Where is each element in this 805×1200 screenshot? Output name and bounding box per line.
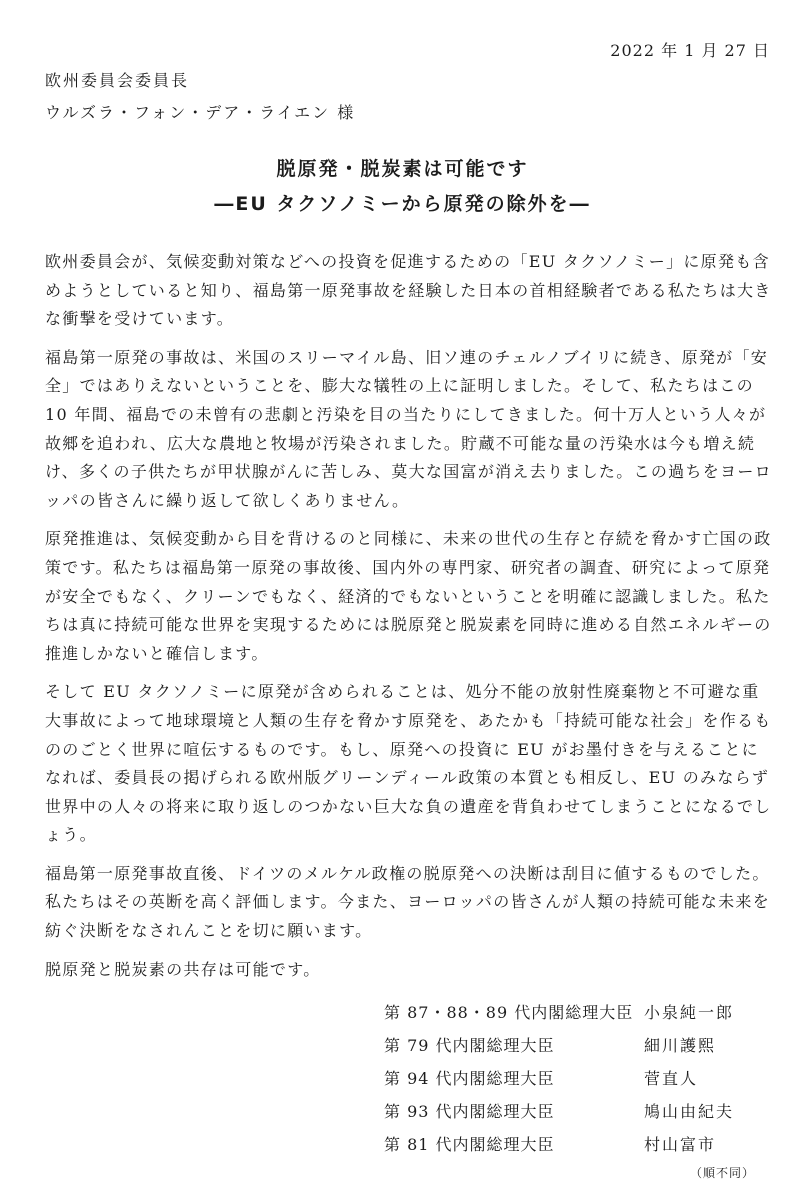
body-paragraph-1: 欧州委員会が、気候変動対策などへの投資を促進するための「EU タクソノミー」に原発も含めようとしていると知り、福島第一原発事故を経験した日本の首相経験者である私たちは大きな衝撃を受けています。: [45, 252, 772, 329]
signatory-name: 村山富市: [644, 1135, 717, 1154]
signatory-name: 小泉純一郎: [644, 1003, 735, 1022]
letter-body: [45, 248, 775, 994]
letter-title-block: [0, 152, 805, 222]
signatory-row: [384, 996, 734, 1029]
addressee-title: 欧州委員会委員長: [45, 71, 190, 90]
signatory-list: [384, 996, 734, 1161]
letter-subtitle: ―EU タクソノミーから原発の除外を―: [214, 193, 591, 215]
signatory-name: 細川護熙: [644, 1036, 717, 1055]
addressee-name: ウルズラ・フォン・デア・ライエン 様: [45, 103, 356, 122]
signatory-role: 第 79 代内閣総理大臣: [384, 1036, 555, 1055]
signatory-role: 第 94 代内閣総理大臣: [384, 1069, 555, 1088]
body-paragraph-4: そして EU タクソノミーに原発が含められることは、処分不能の放射性廃棄物と不可避な重大事故によって地球環境と人類の生存を脅かす原発を、あたかも「持続可能な社会」を作るもののごとく世界に喧伝するものです。もし、原発への投資に EU がお墨付きを与えることになれば、委員長の掲げられる欧州版グリーンディール政策の本質とも相反し、EU のみならず世界中の人々の将来に取り返しのつかない巨大な負の遺産を背負わせてしまうことになるでしょう。: [45, 682, 772, 845]
letter-date: 2022 年 1 月 27 日: [610, 41, 770, 60]
signatory-name: 鳩山由紀夫: [644, 1102, 735, 1121]
signatory-row: [384, 1029, 734, 1062]
body-paragraph-5: 福島第一原発事故直後、ドイツのメルケル政権の脱原発への決断は刮目に値するものでした。私たちはその英断を高く評価します。今また、ヨーロッパの皆さんが人類の持続可能な未来を紡ぐ決断をなされんことを切に願います。: [45, 863, 771, 941]
signatory-name: 菅直人: [644, 1069, 699, 1088]
body-paragraph-3: 原発推進は、気候変動から目を背けるのと同様に、未来の世代の生存と存続を脅かす亡国の政策です。私たちは福島第一原発の事故後、国内外の専門家、研究者の調査、研究によって原発が安全でもなく、クリーンでもなく、経済的でもないということを明確に認識しました。私たちは真に持続可能な世界を実現するためには脱原発と脱炭素を同時に進める自然エネルギーの推進しかないと確信します。: [45, 529, 772, 663]
body-paragraph-2: 福島第一原発の事故は、米国のスリーマイル島、旧ソ連のチェルノブイリに続き、原発が「安全」ではありえないということを、膨大な犠牲の上に証明しました。そして、私たちはこの 10 年間、福島での未曾有の悲劇と汚染を目の当たりにしてきました。何十万人という人々が故郷を追われ、広大な農地と牧場が汚染されました。貯蔵不可能な量の汚染水は今も増え続け、多くの子供たちが甲状腺がんに苦しみ、莫大な国富が消え去りました。この過ちをヨーロッパの皆さんに繰り返して欲しくありません。: [45, 347, 772, 510]
signatory-row: [384, 1062, 734, 1095]
letter-title: 脱原発・脱炭素は可能です: [276, 158, 529, 180]
signatory-row: [384, 1128, 734, 1161]
signatory-role: 第 81 代内閣総理大臣: [384, 1135, 555, 1154]
signatory-role: 第 87・88・89 代内閣総理大臣: [384, 1003, 634, 1022]
addressee-block: [45, 65, 355, 129]
signatory-row: [384, 1095, 734, 1128]
order-note: （順不同）: [689, 1166, 755, 1180]
signatory-role: 第 93 代内閣総理大臣: [384, 1102, 555, 1121]
body-paragraph-6: 脱原発と脱炭素の共存は可能です。: [45, 959, 321, 979]
